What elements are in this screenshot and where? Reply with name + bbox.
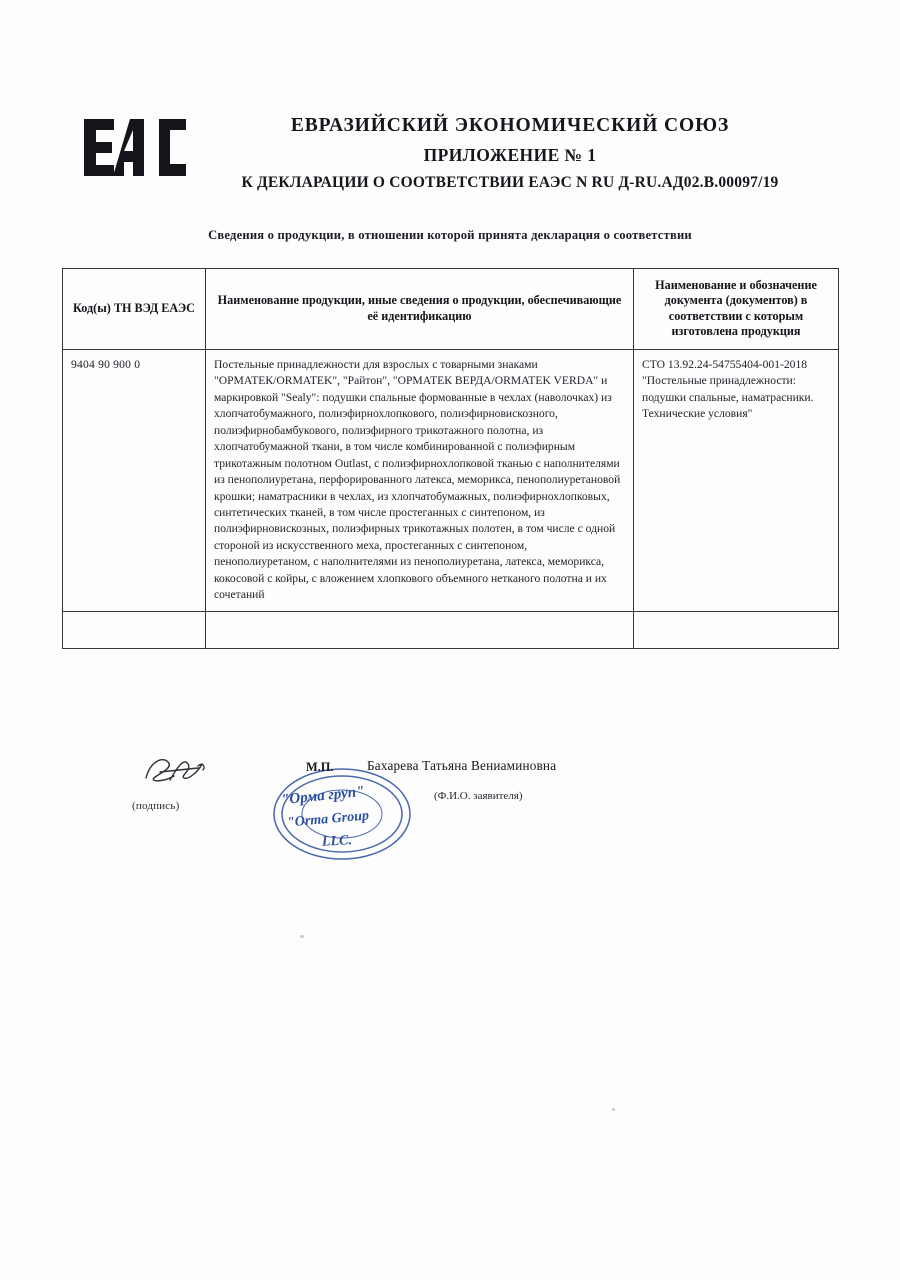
column-header-document: Наименование и обозначение документа (документов) в соответствии с которым изготовлена продукция — [634, 269, 839, 350]
signature-block — [62, 752, 838, 882]
title-line-2: ПРИЛОЖЕНИЕ № 1 — [423, 145, 597, 166]
table-row-empty — [63, 611, 839, 648]
product-table — [62, 268, 839, 649]
scan-speck — [612, 1108, 615, 1111]
title-line-3: К ДЕКЛАРАЦИИ О СООТВЕТСТВИИ ЕАЭС N RU Д-RU.АД02.В.00097/19 — [241, 174, 779, 192]
table-row — [63, 349, 839, 611]
stamp-line-1: "Орма груп" — [280, 783, 366, 809]
column-header-code: Код(ы) ТН ВЭД ЕАЭС — [63, 269, 206, 350]
signature-caption: (подпись) — [132, 800, 180, 812]
declarant-caption: (Ф.И.О. заявителя) — [434, 790, 523, 802]
stamp-text-group — [267, 764, 417, 864]
document-header — [0, 105, 900, 205]
header-title-group — [190, 113, 830, 192]
handwritten-signature — [140, 752, 230, 790]
cell-code: 9404 90 900 0 — [63, 349, 206, 611]
eac-mark-icon — [82, 117, 190, 189]
stamp-line-3: LLC. — [321, 833, 353, 850]
product-table-wrapper — [62, 268, 838, 649]
cell-code-empty — [63, 611, 206, 648]
cell-document-empty — [634, 611, 839, 648]
table-header-row — [63, 269, 839, 350]
company-stamp — [267, 764, 417, 864]
stamp-line-2: "Orma Group — [286, 808, 370, 831]
declarant-name: Бахарева Татьяна Вениаминовна — [367, 758, 557, 773]
cell-description: Постельные принадлежности для взрослых с товарными знаками "ОРМАТЕК/ORMATEK", "Райтон", "ОРМАТЕК ВЕРДА/ORMATEK VERDA" и маркировкой "Sealy": подушки спальные формованные в чехлах (наволочках) из хлопчатобумажного, полиэфирнохлопкового, полиэфирновискозного, полиэфирнобамбукового, полиэфирного трикотажного полотна, из хлопчатобумажной ткани, в том числе комбинированной с полиэфирным трикотажным полотном Outlast, с полиэфирнохлопковой тканью с наполнителями из пенополиуретана, перфорированного латекса, меморикса, пенополиуретановой крошки; наматрасники в чехлах, из хлопчатобумажных, полиэфирнохлопковых, синтетических тканей, в том числе простеганных с синтепоном, из полиэфирновискозных, полиэфирных трикотажных полотен, в том числе с одной стороной из искусственного меха, простеганных с синтепоном, пенополиуретаном, с наполнителями из пенополиуретана, латекса, меморикса, кокосовой с койры, с вложением хлопкового объемного нетканого полотна и их сочетаний — [206, 349, 634, 611]
cell-description-empty — [206, 611, 634, 648]
document-subtitle: Сведения о продукции, в отношении которой принята декларация о соответствии — [208, 228, 692, 242]
title-line-1: ЕВРАЗИЙСКИЙ ЭКОНОМИЧЕСКИЙ СОЮЗ — [290, 115, 730, 136]
mp-label: М.П. — [306, 760, 334, 774]
column-header-description: Наименование продукции, иные сведения о продукции, обеспечивающие её идентификацию — [206, 269, 634, 350]
cell-document: СТО 13.92.24-54755404-001-2018 "Постельные принадлежности: подушки спальные, наматрасники. Технические условия" — [634, 349, 839, 611]
scan-speck — [300, 935, 304, 938]
